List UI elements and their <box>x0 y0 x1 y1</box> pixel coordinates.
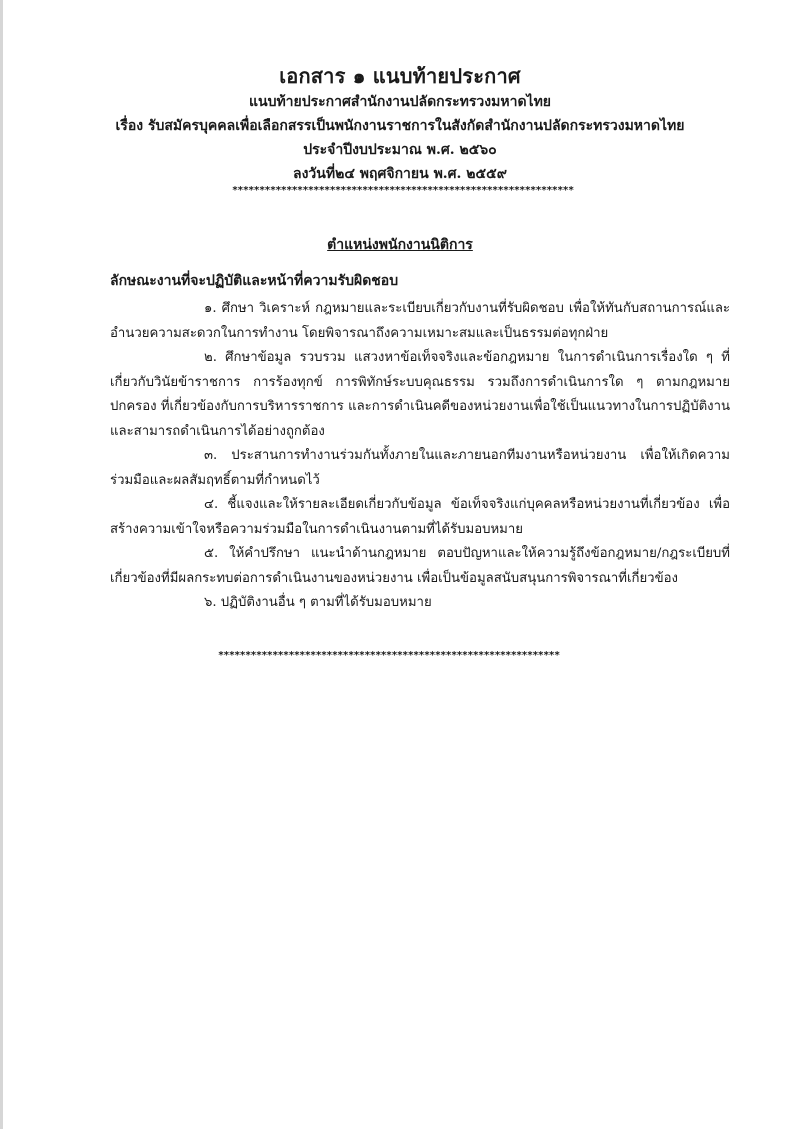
section-heading: ลักษณะงานที่จะปฏิบัติและหน้าที่ความรับผิดชอบ <box>110 273 399 289</box>
asterisk-divider-top: *************************************************************** <box>232 185 574 196</box>
asterisk-divider-bottom: *************************************************************** <box>218 650 560 661</box>
duty-item: ๔. ชี้แจงและให้รายละเอียดเกี่ยวกับข้อมูล ข้อเท็จจริงแก่บุคคลหรือหน่วยงานที่เกี่ยวข้อง เพื่อสร้างความเข้าใจหรือความร่วมมือในการดำเนินงานตามที่ได้รับมอบหมาย <box>110 497 730 537</box>
duty-item: ๑. ศึกษา วิเคราะห์ กฎหมายและระเบียบเกี่ยวกับงานที่รับผิดชอบ เพื่อให้ทันกับสถานการณ์และอำนวยความสะดวกในการทำงาน โดยพิจารณาถึงความเหมาะสมและเป็นธรรมต่อทุกฝ่าย <box>110 301 730 341</box>
duty-item: ๓. ประสานการทำงานร่วมกันทั้งภายในและภายนอกทีมงานหรือหน่วยงาน เพื่อให้เกิดความร่วมมือและผลสัมฤทธิ์ตามที่กำหนดไว้ <box>110 448 730 488</box>
header-line-1: แนบท้ายประกาศสำนักงานปลัดกระทรวงมหาดไทย <box>248 94 552 110</box>
duty-item: ๕. ให้คำปรึกษา แนะนำด้านกฎหมาย ตอบปัญหาและให้ความรู้ถึงข้อกฎหมาย/กฎระเบียบที่เกี่ยวข้องที่มีผลกระทบต่อการดำเนินงานของหน่วยงาน เพื่อเป็นข้อมูลสนับสนุนการพิจารณาที่เกี่ยวข้อง <box>110 546 730 586</box>
position-title <box>0 234 800 256</box>
duty-item: ๒. ศึกษาข้อมูล รวบรวม แสวงหาข้อเท็จจริงและข้อกฎหมาย ในการดำเนินการเรื่องใด ๆ ที่เกี่ยวกับวินัยข้าราชการ การร้องทุกข์ การพิทักษ์ระบบคุณธรรม รวมถึงการดำเนินการใด ๆ ตามกฎหมายปกครอง ที่เกี่ยวข้องกับการบริหารราชการ และการดำเนินคดีของหน่วยงานเพื่อใช้เป็นแนวทางในการปฏิบัติงานและสามารถดำเนินการได้อย่างถูกต้อง <box>110 350 730 439</box>
header-line-fiscal-year: ประจำปีงบประมาณ พ.ศ. ๒๕๖๐ <box>303 142 497 158</box>
duties-list <box>110 297 730 616</box>
header-line-subject: เรื่อง รับสมัครบุคคลเพื่อเลือกสรรเป็นพนักงานราชการในสังกัดสำนักงานปลัดกระทรวงมหาดไทย <box>115 118 685 134</box>
document-title: เอกสาร ๑ แนบท้ายประกาศ <box>279 64 521 88</box>
header-line-date: ลงวันที่๒๔ พฤศจิกายน พ.ศ. ๒๕๕๙ <box>293 166 507 182</box>
duty-item: ๖. ปฏิบัติงานอื่น ๆ ตามที่ได้รับมอบหมาย <box>204 595 432 610</box>
position-title-text: ตำแหน่งพนักงานนิติการ <box>327 237 473 253</box>
